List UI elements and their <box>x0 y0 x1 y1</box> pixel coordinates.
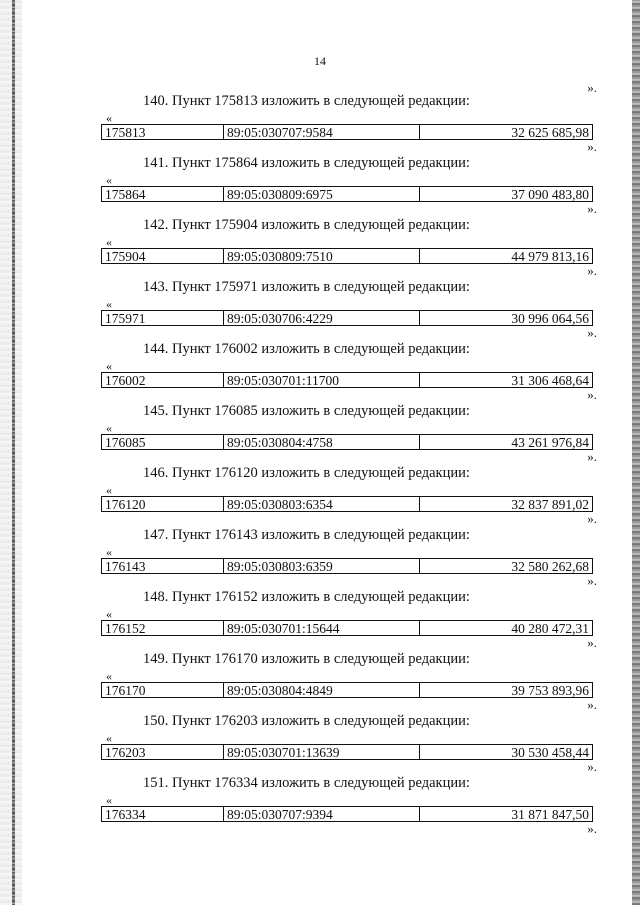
closing-quote: ». <box>587 449 597 464</box>
item-code-cell: 175904 <box>102 249 224 263</box>
amendment-heading: 142. Пункт 175904 изложить в следующей редакции: <box>143 217 470 233</box>
opening-quote: « <box>106 793 112 807</box>
closing-quote: ». <box>587 201 597 216</box>
cadastral-number-cell: 89:05:030701:13639 <box>224 745 420 759</box>
amendment-heading: 150. Пункт 176203 изложить в следующей редакции: <box>143 713 470 729</box>
opening-quote: « <box>106 173 112 187</box>
cadastral-number-cell: 89:05:030804:4849 <box>224 683 420 697</box>
item-code-cell: 176143 <box>102 559 224 573</box>
amendment-entry <box>0 713 640 775</box>
table-row <box>101 124 593 140</box>
item-code-cell: 176170 <box>102 683 224 697</box>
amendment-entry <box>0 217 640 279</box>
item-code-cell: 175971 <box>102 311 224 325</box>
table-row <box>101 620 593 636</box>
item-code-cell: 176120 <box>102 497 224 511</box>
amendment-list <box>0 93 640 837</box>
closing-quote: ». <box>587 325 597 340</box>
amount-cell: 30 530 458,44 <box>511 745 589 759</box>
amendment-heading: 143. Пункт 175971 изложить в следующей редакции: <box>143 279 470 295</box>
amendment-heading: 147. Пункт 176143 изложить в следующей редакции: <box>143 527 470 543</box>
table-row <box>101 558 593 574</box>
closing-quote: ». <box>587 697 597 712</box>
table-row <box>101 372 593 388</box>
item-code-cell: 175813 <box>102 125 224 139</box>
amount-cell: 40 280 472,31 <box>511 621 589 635</box>
amount-cell: 32 837 891,02 <box>511 497 589 511</box>
cadastral-number-cell: 89:05:030706:4229 <box>224 311 420 325</box>
closing-quote: ». <box>587 139 597 154</box>
cadastral-number-cell: 89:05:030809:6975 <box>224 187 420 201</box>
amendment-entry <box>0 589 640 651</box>
item-code-cell: 176002 <box>102 373 224 387</box>
item-code-cell: 176334 <box>102 807 224 821</box>
closing-quote: ». <box>587 759 597 774</box>
amendment-entry <box>0 93 640 155</box>
opening-quote: « <box>106 111 112 125</box>
opening-quote: « <box>106 669 112 683</box>
amendment-entry <box>0 465 640 527</box>
amendment-heading: 145. Пункт 176085 изложить в следующей редакции: <box>143 403 470 419</box>
opening-quote: « <box>106 421 112 435</box>
closing-quote: ». <box>587 635 597 650</box>
table-row <box>101 248 593 264</box>
opening-quote: « <box>106 545 112 559</box>
closing-quote: ». <box>587 387 597 402</box>
amount-cell: 31 871 847,50 <box>511 807 589 821</box>
amendment-heading: 141. Пункт 175864 изложить в следующей редакции: <box>143 155 470 171</box>
amount-cell: 32 625 685,98 <box>511 125 589 139</box>
table-row <box>101 310 593 326</box>
amendment-entry <box>0 775 640 837</box>
amount-cell: 39 753 893,96 <box>511 683 589 697</box>
cadastral-number-cell: 89:05:030803:6359 <box>224 559 420 573</box>
cadastral-number-cell: 89:05:030707:9584 <box>224 125 420 139</box>
item-code-cell: 176203 <box>102 745 224 759</box>
amount-cell: 32 580 262,68 <box>511 559 589 573</box>
amount-cell: 30 996 064,56 <box>511 311 589 325</box>
amendment-heading: 149. Пункт 176170 изложить в следующей редакции: <box>143 651 470 667</box>
table-row <box>101 744 593 760</box>
amount-cell: 43 261 976,84 <box>511 435 589 449</box>
table-row <box>101 496 593 512</box>
amendment-heading: 140. Пункт 175813 изложить в следующей редакции: <box>143 93 470 109</box>
amendment-entry <box>0 403 640 465</box>
closing-quote: ». <box>587 821 597 836</box>
closing-quote: ». <box>587 263 597 278</box>
amendment-entry <box>0 527 640 589</box>
table-row <box>101 806 593 822</box>
item-code-cell: 176152 <box>102 621 224 635</box>
top-closing-quote: ». <box>587 80 597 95</box>
amount-cell: 44 979 813,16 <box>511 249 589 263</box>
amendment-entry <box>0 279 640 341</box>
opening-quote: « <box>106 297 112 311</box>
page-number: 14 <box>314 54 326 68</box>
opening-quote: « <box>106 607 112 621</box>
table-row <box>101 186 593 202</box>
item-code-cell: 175864 <box>102 187 224 201</box>
amount-cell: 31 306 468,64 <box>511 373 589 387</box>
amendment-heading: 151. Пункт 176334 изложить в следующей редакции: <box>143 775 470 791</box>
item-code-cell: 176085 <box>102 435 224 449</box>
cadastral-number-cell: 89:05:030701:11700 <box>224 373 420 387</box>
amendment-entry <box>0 341 640 403</box>
opening-quote: « <box>106 483 112 497</box>
table-row <box>101 682 593 698</box>
closing-quote: ». <box>587 573 597 588</box>
closing-quote: ». <box>587 511 597 526</box>
amount-cell: 37 090 483,80 <box>511 187 589 201</box>
cadastral-number-cell: 89:05:030803:6354 <box>224 497 420 511</box>
amendment-heading: 146. Пункт 176120 изложить в следующей редакции: <box>143 465 470 481</box>
opening-quote: « <box>106 731 112 745</box>
opening-quote: « <box>106 359 112 373</box>
opening-quote: « <box>106 235 112 249</box>
amendment-entry <box>0 155 640 217</box>
amendment-heading: 148. Пункт 176152 изложить в следующей редакции: <box>143 589 470 605</box>
cadastral-number-cell: 89:05:030707:9394 <box>224 807 420 821</box>
cadastral-number-cell: 89:05:030804:4758 <box>224 435 420 449</box>
amendment-entry <box>0 651 640 713</box>
amendment-heading: 144. Пункт 176002 изложить в следующей редакции: <box>143 341 470 357</box>
table-row <box>101 434 593 450</box>
cadastral-number-cell: 89:05:030701:15644 <box>224 621 420 635</box>
cadastral-number-cell: 89:05:030809:7510 <box>224 249 420 263</box>
